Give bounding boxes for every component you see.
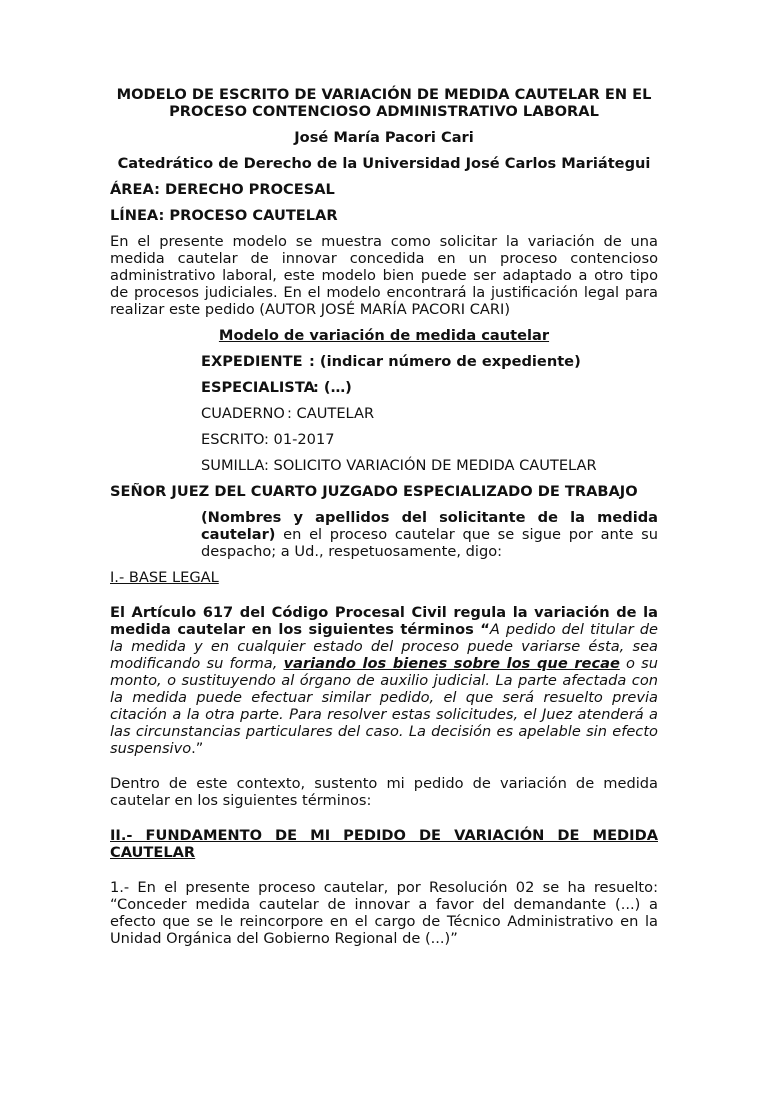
case-fields [201, 353, 658, 474]
field-value: : CAUTELAR [287, 405, 375, 422]
document-title [110, 86, 658, 120]
field-expediente [201, 353, 658, 370]
article-quote-part1: A pedido del titular de la medida y en cualquier estado del proceso puede variarse ésta, sea modificando su forma, [110, 621, 659, 672]
title-line-1: MODELO DE ESCRITO DE VARIACIÓN DE MEDIDA CAUTELAR EN EL [116, 86, 652, 103]
field-value: : 01-2017 [264, 431, 335, 448]
model-heading: Modelo de variación de medida cautelar [218, 327, 550, 344]
field-sumilla [201, 457, 658, 474]
petitioner-paragraph [201, 509, 658, 560]
article-intro: El Artículo 617 del Código Procesal Civil regula la variación de la medida cautelar en los siguientes términos “ [110, 604, 658, 638]
field-value: : (indicar número de expediente) [309, 353, 581, 370]
author-affiliation: Catedrático de Derecho de la Universidad José Carlos Mariátegui [117, 155, 651, 172]
petitioner-name-placeholder: (Nombres y apellidos del solicitante de la medida cautelar) [201, 509, 658, 543]
field-value: : (…) [313, 379, 352, 396]
article-quote-part2: o su monto, o sustituyendo al órgano de auxilio judicial. La parte afectada con la medida puede efectuar similar pedido, el que será resuelto previa citación a la otra parte. Para resolver estas solicitudes, el Juez atenderá a las circunstancias particulares del caso. La decisión es apelable sin efecto suspensivo [110, 655, 658, 757]
author-name: José María Pacori Cari [294, 129, 474, 146]
point-1-paragraph: 1.- En el presente proceso cautelar, por Resolución 02 se ha resuelto: “Conceder medida cautelar de innovar a favor del demandante (...) a efecto que se le reincorpore en el cargo de Técnico Administrativo en la Unidad Orgánica del Gobierno Regional de (...)” [110, 879, 658, 947]
context-paragraph: Dentro de este contexto, sustento mi pedido de variación de medida cautelar en los siguientes términos: [110, 775, 658, 809]
section-heading-base-legal: I.- BASE LEGAL [110, 569, 219, 586]
field-key: ESCRITO [201, 431, 265, 448]
field-key: EXPEDIENTE [201, 353, 303, 370]
field-key: SUMILLA [201, 457, 265, 474]
field-key: CUADERNO [201, 405, 285, 422]
addressee: SEÑOR JUEZ DEL CUARTO JUZGADO ESPECIALIZADO DE TRABAJO [110, 483, 638, 500]
article-end: .” [191, 740, 204, 757]
intro-paragraph: En el presente modelo se muestra como solicitar la variación de una medida cautelar de innovar concedida en un proceso contencioso administrativo laboral, este modelo bien puede ser adaptado a otro tipo de procesos judiciales. En el modelo encontrará la justificación legal para realizar este pedido (AUTOR JOSÉ MARÍA PACORI CARI) [110, 233, 658, 318]
article-paragraph [110, 604, 658, 757]
article-emphasis: variando los bienes sobre los que recae [283, 655, 620, 672]
linea-line: LÍNEA: PROCESO CAUTELAR [110, 207, 338, 224]
field-cuaderno [201, 405, 658, 422]
title-line-2: PROCESO CONTENCIOSO ADMINISTRATIVO LABORAL [169, 103, 599, 120]
field-key: ESPECIALISTA [201, 379, 315, 396]
field-escrito [201, 431, 658, 448]
document-page [0, 86, 768, 1110]
area-line: ÁREA: DERECHO PROCESAL [110, 181, 335, 198]
field-value: : SOLICITO VARIACIÓN DE MEDIDA CAUTELAR [264, 457, 597, 474]
field-especialista [201, 379, 658, 396]
petitioner-text: en el proceso cautelar que se sigue por ante su despacho; a Ud., respetuosamente, digo: [201, 526, 658, 560]
section-heading-fundamento: II.- FUNDAMENTO DE MI PEDIDO DE VARIACIÓN DE MEDIDA CAUTELAR [110, 827, 658, 861]
